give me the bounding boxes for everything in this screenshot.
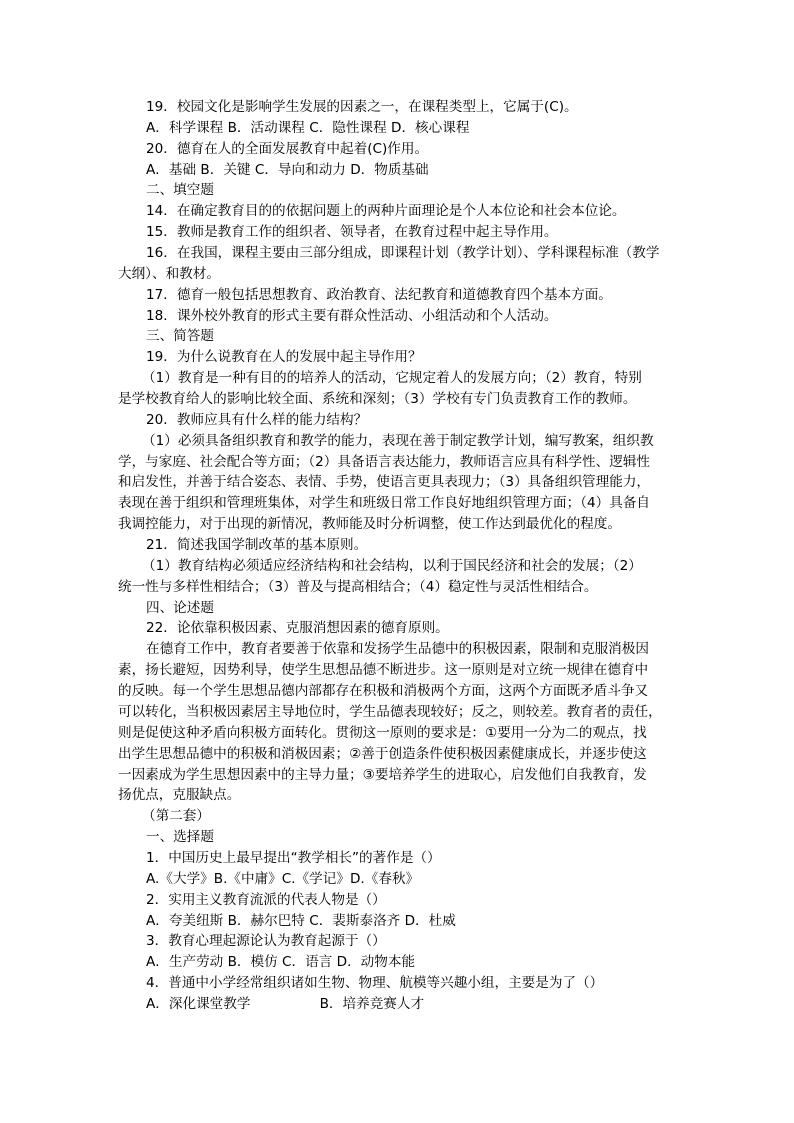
text-line: 一因素成为学生思想因素中的主导力量；③要培养学生的进取心，启发他们自我教育，发 bbox=[118, 766, 647, 783]
text-line: 1．中国历史上最早提出“教学相长”的著作是（） bbox=[146, 849, 441, 866]
text-line: （1）必须具备组织教育和教学的能力，表现在善于制定教学计划，编写教案，组织教 bbox=[142, 432, 654, 449]
text-line: （1）教育是一种有目的的培养人的活动，它规定着人的发展方向；（2）教育，特别 bbox=[142, 370, 642, 387]
text-line: 是学校教育给人的影响比较全面、系统和深刻；（3）学校有专门负责教育工作的教师。 bbox=[118, 391, 637, 408]
text-line: 素，扬长避短，因势利导，使学生思想品德不断进步。这一原则是对立统一规律在德育中 bbox=[118, 662, 649, 679]
text-line: （1）教育结构必须适应经济结构和社会结构，以利于国民经济和社会的发展；（2） bbox=[142, 557, 642, 574]
text-line: 3．教育心理起源论认为教育起源于（） bbox=[146, 933, 386, 950]
text-line: 15．教师是教育工作的组织者、领导者，在教育过程中起主导作用。 bbox=[146, 224, 558, 241]
document-page bbox=[118, 97, 684, 1015]
text-line: A．生产劳动 B．模仿 C．语言 D．动物本能 bbox=[146, 954, 416, 971]
text-line: 20．德育在人的全面发展教育中起着(C)作用。 bbox=[146, 140, 429, 157]
text-line: 19．校园文化是影响学生发展的因素之一，在课程类型上，它属于(C)。 bbox=[146, 99, 578, 115]
text-line: 我调控能力，对于出现的新情况，教师能及时分析调整，使工作达到最优化的程度。 bbox=[118, 516, 621, 533]
text-line: 扬优点，克服缺点。 bbox=[118, 787, 241, 804]
text-line: 表现在善于组织和管理班集体，对学生和班级日常工作良好地组织管理方面；（4）具备自 bbox=[118, 495, 651, 512]
text-line: 2．实用主义教育流派的代表人物是（） bbox=[146, 891, 386, 908]
text-line: A．科学课程 B．活动课程 C．隐性课程 D．核心课程 bbox=[146, 119, 470, 136]
text-line: 16．在我国，课程主要由三部分组成，即课程计划（教学计划）、学科课程标准（教学 bbox=[146, 245, 660, 262]
text-line: 学，与家庭、社会配合等方面；（2）具备语言表达能力，教师语言应具有科学性、逻辑性 bbox=[118, 453, 651, 470]
text-line: 在德育工作中，教育者要善于依靠和发扬学生品德中的积极因素，限制和克服消极因 bbox=[146, 641, 649, 658]
text-line: 和启发性，并善于结合姿态、表情、手势，使语言更具表现力；（3）具备组织管理能力， bbox=[118, 474, 651, 491]
text-line: 一、选择题 bbox=[146, 829, 214, 846]
text-line: 可以转化，当积极因素居主导地位时，学生品德表现较好；反之，则较差。教育者的责任， bbox=[118, 703, 662, 720]
text-line: 17．德育一般包括思想教育、政治教育、法纪教育和道德教育四个基本方面。 bbox=[146, 286, 612, 303]
text-line: 三、简答题 bbox=[146, 328, 214, 345]
text-line: 22．论依靠积极因素、克服消想因素的德育原则。 bbox=[146, 620, 449, 637]
text-line: 二、填空题 bbox=[146, 182, 214, 199]
text-line: A．基础 B．关键 C．导向和动力 D．物质基础 bbox=[146, 161, 429, 178]
text-line: 18．课外校外教育的形式主要有群众性活动、小组活动和个人活动。 bbox=[146, 307, 558, 324]
text-line: 大纲）、和教材。 bbox=[118, 265, 220, 282]
text-line: 的反映。每一个学生思想品德内部都存在积极和消极两个方面，这两个方面既矛盾斗争又 bbox=[118, 683, 649, 700]
text-line: 统一性与多样性相结合；（3）普及与提高相结合；（4）稳定性与灵活性相结合。 bbox=[118, 578, 598, 595]
text-line: （第二套） bbox=[142, 808, 210, 825]
text-line: A．夸美纽斯 B．赫尔巴特 C．裴斯泰洛齐 D．杜威 bbox=[146, 912, 456, 929]
text-line: 4．普通中小学经常组织诸如生物、物理、航模等兴趣小组，主要是为了（） bbox=[146, 975, 604, 992]
text-line: 则是促使这种矛盾向积极方面转化。贯彻这一原则的要求是：①要用一分为二的观点，找 bbox=[118, 724, 647, 741]
text-line: 20．教师应具有什么样的能力结构？ bbox=[146, 411, 368, 428]
text-line: 14．在确定教育目的的依据问题上的两种片面理论是个人本位论和社会本位论。 bbox=[146, 203, 626, 220]
text-line: A.《大学》B.《中庸》C.《学记》D.《春秋》 bbox=[146, 870, 420, 887]
text-line: 21．简述我国学制改革的基本原则。 bbox=[146, 537, 368, 554]
text-line: 四、论述题 bbox=[146, 599, 214, 616]
text-line: 19．为什么说教育在人的发展中起主导作用？ bbox=[146, 349, 422, 366]
text-line: 出学生思想品德中的积极和消极因素；②善于创造条件使积极因素健康成长，并逐步使这 bbox=[118, 745, 647, 762]
text-line: A．深化课堂教学 B．培养竞赛人才 bbox=[146, 995, 425, 1012]
